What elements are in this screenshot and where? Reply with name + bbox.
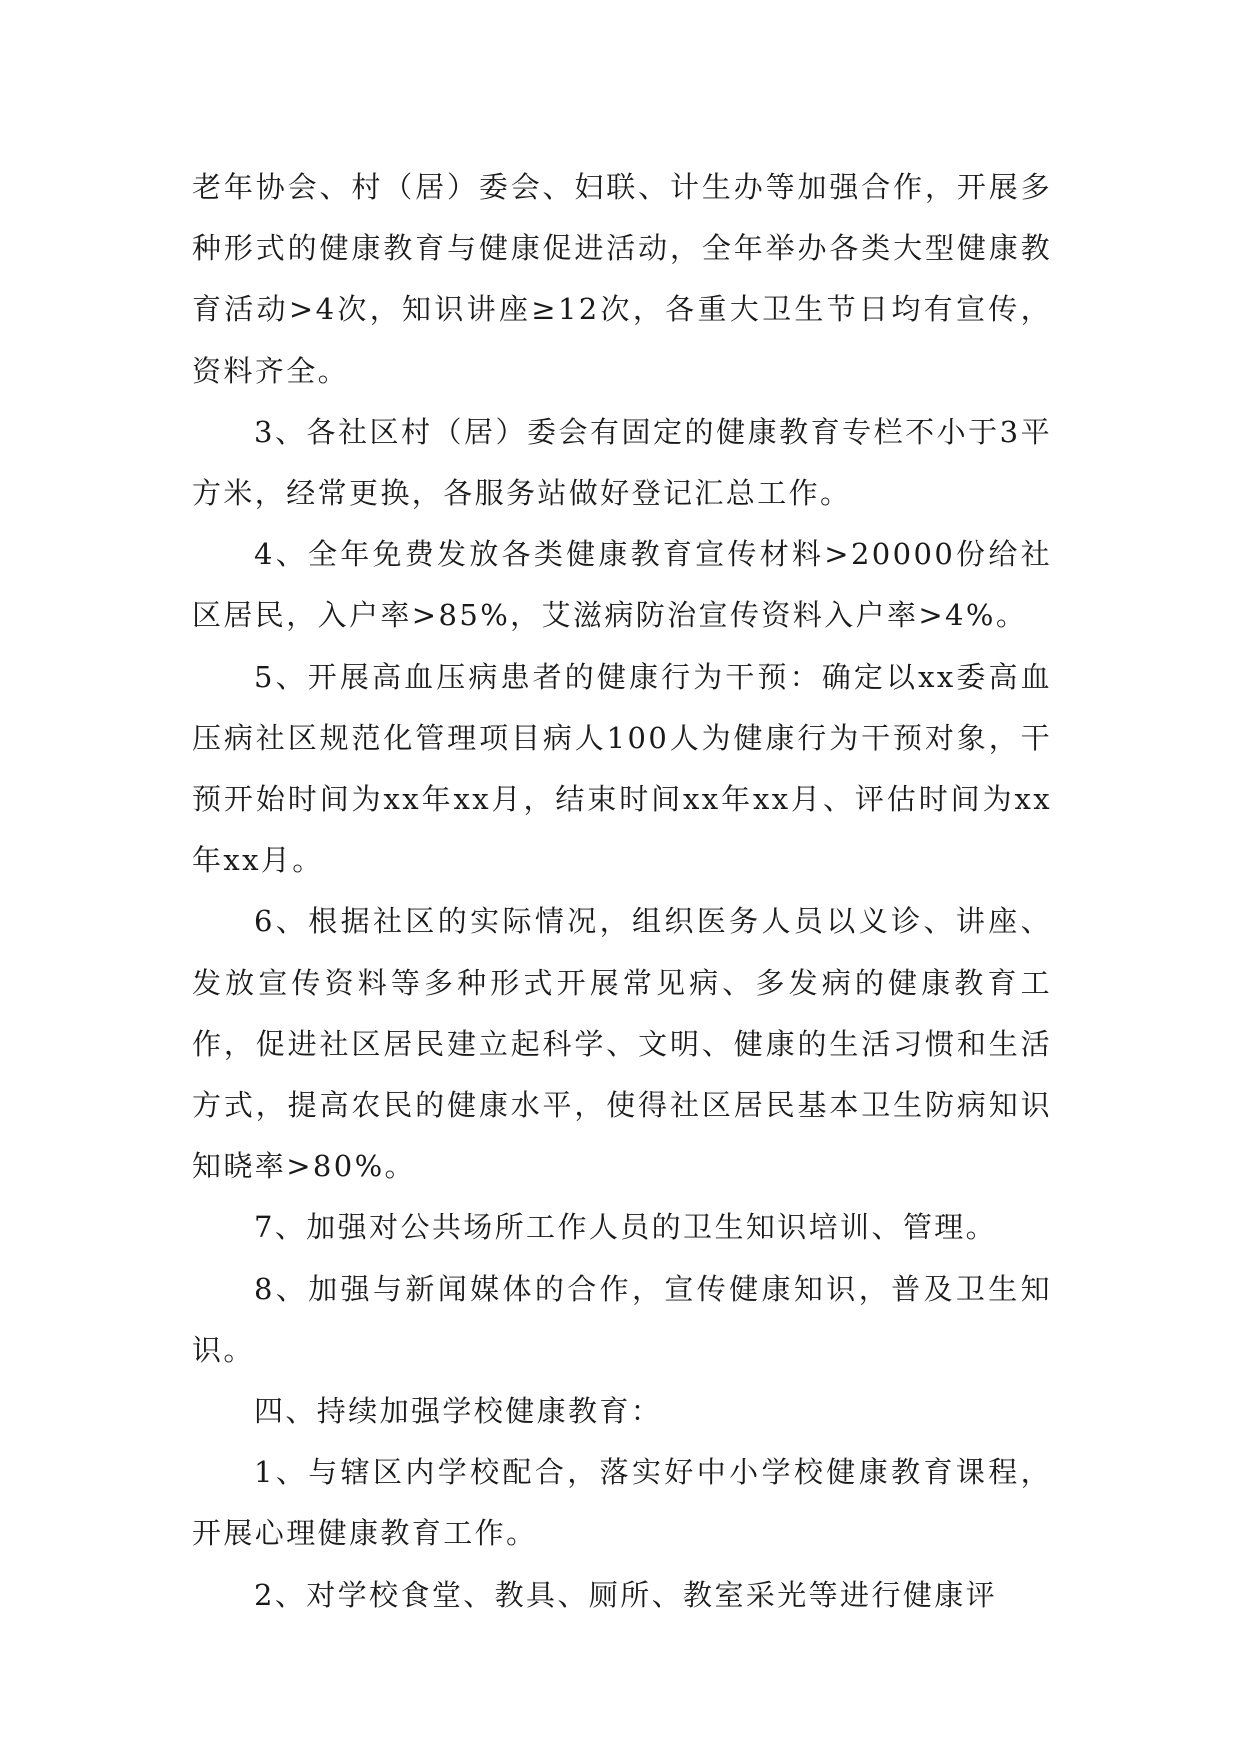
document-page	[192, 157, 1052, 1626]
paragraph-item-7-public-places: 7、加强对公共场所工作人员的卫生知识培训、管理。	[254, 1210, 998, 1245]
paragraph-item-4-materials: 4、全年免费发放各类健康教育宣传材料>20000份给社区居民，入户率>85%，艾滋病防治宣传资料入户率>4%。	[192, 537, 1052, 633]
paragraph-item-6-community: 6、根据社区的实际情况，组织医务人员以义诊、讲座、发放宣传资料等多种形式开展常见病、多发病的健康教育工作，促进社区居民建立起科学、文明、健康的生活习惯和生活方式，提高农民的健康水平，使得社区居民基本卫生防病知识知晓率>80%。	[192, 904, 1052, 1184]
paragraph-item-5-hypertension: 5、开展高血压病患者的健康行为干预：确定以xx委高血压病社区规范化管理项目病人100人为健康行为干预对象，干预开始时间为xx年xx月，结束时间xx年xx月、评估时间为xx年xx月。	[192, 659, 1052, 878]
paragraph-school-item-2: 2、对学校食堂、教具、厕所、教室采光等进行健康评	[254, 1577, 998, 1612]
paragraph-item-3-bulletin-board: 3、各社区村（居）委会有固定的健康教育专栏不小于3平方米，经常更换，各服务站做好登记汇总工作。	[192, 414, 1052, 511]
paragraph-item-8-media: 8、加强与新闻媒体的合作，宣传健康知识，普及卫生知识。	[192, 1271, 1052, 1367]
paragraph-cooperation-continued: 老年协会、村（居）委会、妇联、计生办等加强合作，开展多种形式的健康教育与健康促进活动，全年举办各类大型健康教育活动>4次，知识讲座≥12次，各重大卫生节日均有宣传，资料齐全。	[192, 170, 1052, 388]
paragraph-school-item-1: 1、与辖区内学校配合，落实好中小学校健康教育课程，开展心理健康教育工作。	[192, 1455, 1052, 1551]
section-heading-school-health: 四、持续加强学校健康教育：	[254, 1394, 663, 1429]
